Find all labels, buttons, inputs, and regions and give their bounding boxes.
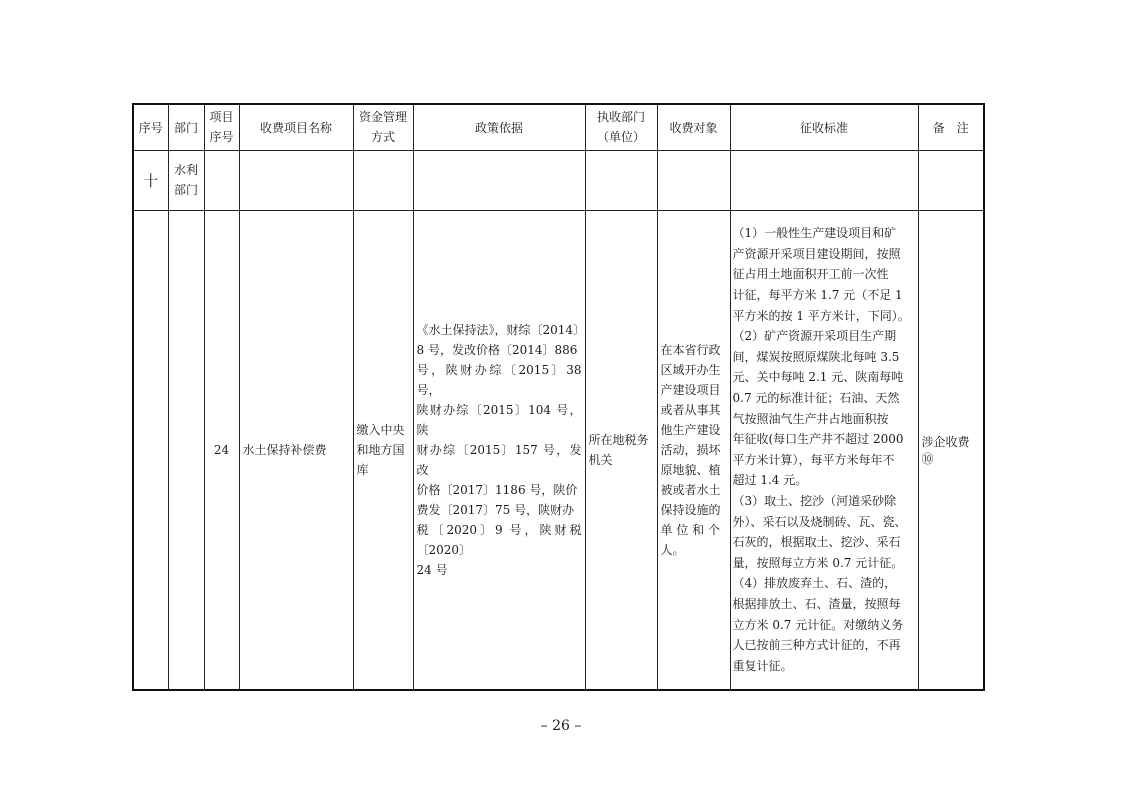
fee-table (132, 103, 985, 691)
standard-line: 平方米的按 1 平方米计，下同）。 (732, 308, 910, 323)
target-line: 保持设施的 (660, 502, 721, 517)
item-policy-basis (413, 210, 585, 690)
dept-name-line-2: 部门 (173, 183, 198, 197)
standard-line: 0.7 元的标准计征；石油、天然 (732, 390, 900, 405)
target-line: 单 位 和 个 (660, 522, 720, 537)
item-remark: 涉企收费⑩ (918, 210, 984, 690)
standard-line: 外）、采石以及烧制砖、瓦、瓷、 (732, 514, 907, 529)
dept-empty-cell (657, 150, 730, 210)
header-item-no-line-2: 序号 (209, 130, 234, 145)
item-target (657, 210, 730, 690)
fund-mgmt-line: 缴入中央 (356, 422, 405, 437)
target-line: 产建设项目 (660, 382, 721, 397)
standard-line: （3）取土、挖沙（河道采砂除 (732, 493, 897, 508)
header-fund-mgmt (353, 104, 413, 150)
standard-line: 产资源开采项目建设期间，按照 (732, 246, 901, 261)
dept-empty-cell (239, 150, 353, 210)
standard-line: 间，煤炭按照原煤陕北每吨 3.5 (732, 349, 900, 364)
dept-empty-cell (585, 150, 657, 210)
dept-name-line-1: 水利 (173, 163, 198, 177)
target-line: 人。 (660, 542, 685, 557)
policy-line: 陕财办综〔2015〕104 号，陕 (416, 402, 582, 437)
item-fund-mgmt (353, 210, 413, 690)
fund-mgmt-line: 和地方国 (356, 442, 405, 457)
dept-seq: 十 (133, 150, 168, 210)
target-line: 或者从事其 (660, 402, 721, 417)
header-standard: 征收标准 (730, 104, 918, 150)
policy-line: 号，陕财办综〔2015〕38 号， (416, 362, 582, 397)
target-line: 原地貌、植 (660, 462, 721, 477)
target-line: 他生产建设 (660, 422, 721, 437)
header-item-no-line-1: 项目 (209, 110, 234, 125)
standard-line: 重复计征。 (732, 658, 793, 673)
header-row (133, 104, 984, 150)
target-line: 在本省行政 (660, 342, 721, 357)
header-collector-line-2: （单位） (596, 130, 645, 145)
header-seq: 序号 (133, 104, 168, 150)
header-item-no (204, 104, 239, 150)
header-fund-mgmt-line-1: 资金管理 (358, 110, 407, 125)
standard-line: 平方米计算），每平方米每年不 (732, 452, 895, 467)
page-number: – 26 – (540, 718, 582, 734)
policy-line: 《水土保持法》，财综〔2014〕 (416, 322, 586, 337)
standard-line: 元、关中每吨 2.1 元、陕南每吨 (732, 370, 904, 385)
policy-line: 价格〔2017〕1186 号，陕价 (416, 482, 578, 497)
header-fee-name: 收费项目名称 (239, 104, 353, 150)
item-row (133, 210, 984, 690)
standard-line: 人已按前三种方式计征的，不再 (732, 638, 901, 653)
policy-line: 24 号 (416, 562, 448, 577)
header-target: 收费对象 (657, 104, 730, 150)
item-dept-empty (168, 210, 204, 690)
header-dept: 部门 (168, 104, 204, 150)
header-fund-mgmt-line-2: 方式 (370, 130, 395, 145)
target-line: 被或者水土 (660, 482, 721, 497)
policy-line: 税〔2020〕9 号，陕财税〔2020〕 (416, 522, 582, 557)
item-collector (585, 210, 657, 690)
dept-empty-cell (730, 150, 918, 210)
standard-line: （1）一般性生产建设项目和矿 (732, 226, 897, 241)
policy-line: 费发〔2017〕75 号，陕财办 (416, 502, 575, 517)
item-standard (730, 210, 918, 690)
header-collector (585, 104, 657, 150)
target-line: 活动，损坏 (660, 442, 721, 457)
standard-line: 立方米 0.7 元计征。对缴纳义务 (732, 617, 904, 632)
dept-row (133, 150, 984, 210)
policy-line: 财办综〔2015〕157 号，发改 (416, 442, 582, 477)
dept-empty-cell (204, 150, 239, 210)
policy-line: 8 号，发改价格〔2014〕886 (416, 342, 578, 357)
fund-mgmt-line: 库 (356, 462, 369, 477)
collector-line: 所在地税务 (588, 432, 649, 447)
dept-name (168, 150, 204, 210)
item-seq-empty (133, 210, 168, 690)
standard-line: 根据排放土、石、渣量，按照每 (732, 596, 901, 611)
standard-line: 年征收(每口生产井不超过 2000 (732, 432, 904, 447)
item-number: 24 (204, 210, 239, 690)
standard-line: 石灰的，根据取土、挖沙、采石 (732, 535, 901, 550)
standard-line: 征占用土地面积开工前一次性 (732, 267, 889, 282)
standard-line: 气按照油气生产井占地面积按 (732, 411, 889, 426)
standard-line: （4）排放废弃土、石、渣的， (732, 576, 897, 591)
standard-line: （2）矿产资源开采项目生产期 (732, 329, 897, 344)
item-fee-name: 水土保持补偿费 (239, 210, 353, 690)
collector-line: 机关 (588, 452, 613, 467)
dept-empty-cell (918, 150, 984, 210)
standard-line: 计征，每平方米 1.7 元（不足 1 (732, 288, 903, 302)
standard-line: 超过 1.4 元。 (732, 473, 808, 488)
header-remark: 备 注 (918, 104, 984, 150)
dept-empty-cell (413, 150, 585, 210)
header-collector-line-1: 执收部门 (596, 110, 645, 125)
standard-line: 量，按照每立方米 0.7 元计征。 (732, 555, 904, 570)
dept-empty-cell (353, 150, 413, 210)
target-line: 区域开办生 (660, 362, 721, 377)
header-policy: 政策依据 (413, 104, 585, 150)
